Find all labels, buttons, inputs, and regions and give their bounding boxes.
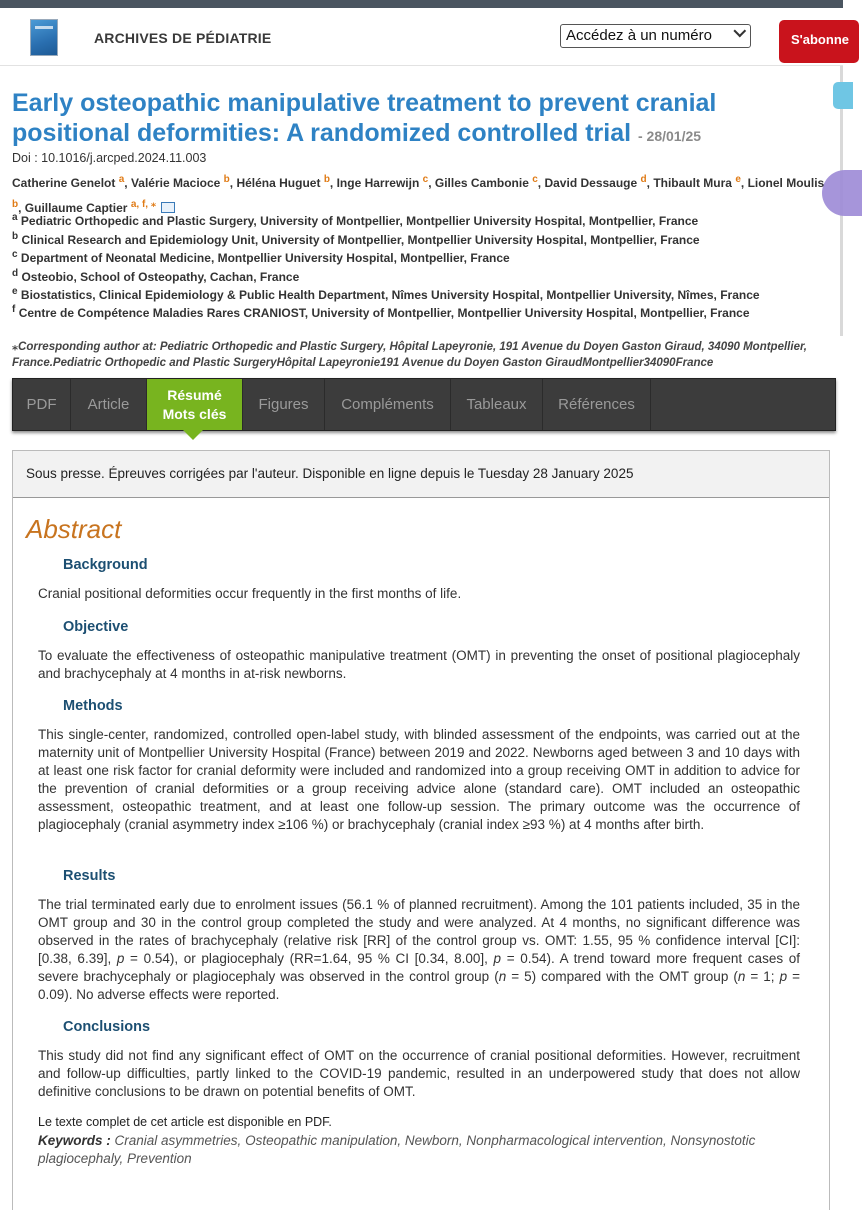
results-text-part: = 1; (745, 969, 780, 984)
results-italic: p (493, 951, 502, 966)
background-text: Cranial positional deformities occur frequently in the first months of life. (38, 586, 462, 601)
author-affiliation[interactable]: b (323, 174, 330, 185)
pdf-availability-note: Le texte complet de cet article est disponible en PDF. (38, 1115, 332, 1129)
section-heading-results: Results (63, 868, 116, 884)
section-heading-methods: Methods (63, 698, 123, 714)
affiliation-key: e (12, 286, 18, 297)
affiliation (12, 231, 832, 247)
author-list: Catherine Genelot $^a$, Valérie Macioce $^b$, Héléna Huguet $^b$, Inge Harrewijn $^c$, Gilles Cambonie $^c$, David Dessauge $^d$, Thibault Mura $^e$, Lionel Moulis $^b$, Guillaume Captier $^{a, f, ⁎}$ (12, 174, 825, 215)
tab-figures[interactable]: Figures (243, 379, 325, 430)
article-title (12, 88, 812, 151)
active-tab-pointer (183, 430, 203, 440)
article-tab-bar (12, 378, 836, 431)
keywords-list: Cranial asymmetries, Osteopathic manipulation, Newborn, Nonpharmacological intervention, Nonsynostotic plagiocephaly, Prevention (38, 1133, 756, 1166)
abstract-heading: Abstract (26, 514, 122, 544)
affiliation-text: Biostatistics, Clinical Epidemiology & Public Health Department, Nîmes University Hospital, Montpellier University, Nîmes, France (20, 288, 760, 302)
results-text-part: = 0.54). A trend toward more frequent cases of severe brachycephaly or plagiocephaly was observed in the control group ( (38, 951, 800, 984)
affiliation-text: Pediatric Orthopedic and Plastic Surgery, University of Montpellier, Montpellier University Hospital, Montpellier, France (20, 214, 699, 228)
affiliation (12, 249, 832, 265)
affiliation (12, 268, 832, 284)
issue-select-value: Accédez à un numéro (566, 27, 712, 44)
issue-select[interactable] (560, 24, 751, 48)
press-notice: Sous presse. Épreuves corrigées par l'auteur. Disponible en ligne depuis le Tuesday 28 January 2025 (13, 451, 829, 498)
affiliation (12, 212, 832, 228)
results-text-part: The trial terminated early due to enrolment issues (56.1 % of planned recruitment). Among the 101 patients included, 35 in the OMT group and 30 in the control group completed the study and were analyzed. At 4 months, no significant difference was observed in the rates of brachycephaly (relative risk [RR] of the control group vs. OMT: 1.55, 95 % confidence interval [CI]: [0.38, 6.39], (38, 897, 800, 966)
author-affiliation[interactable]: a (118, 174, 125, 185)
results-text (38, 896, 800, 1004)
keywords-label: Keywords : (38, 1133, 111, 1148)
section-heading-conclusions: Conclusions (63, 1019, 151, 1035)
results-text-part: = 5) compared with the OMT group ( (506, 969, 738, 984)
article-title-text: Early osteopathic manipulative treatment to prevent cranial positional deformities: A randomized controlled trial (12, 89, 717, 147)
affiliation-text: Centre de Compétence Maladies Rares CRANIOST, University of Montpellier, Montpellier University Hospital, Montpellier, France (18, 306, 750, 320)
author-affiliation[interactable]: b (12, 199, 19, 210)
author-affiliation[interactable]: c (422, 174, 429, 185)
affiliation-key: f (12, 304, 16, 315)
affiliation (12, 304, 832, 320)
author-name[interactable]: Héléna Huguet (236, 176, 321, 190)
author-name[interactable]: Guillaume Captier (24, 201, 128, 215)
affiliation-key: c (12, 249, 18, 260)
site-header (0, 8, 849, 66)
author-affiliation[interactable]: e (735, 174, 741, 185)
article-date: - 28/01/25 (638, 128, 702, 144)
side-widget-tab[interactable] (833, 82, 853, 109)
affiliation-key: a (12, 212, 18, 223)
author-affiliation[interactable]: d (640, 174, 647, 185)
author-name[interactable]: Inge Harrewijn (336, 176, 420, 190)
conclusions-text: This study did not find any significant effect of OMT on the occurrence of cranial positional deformities. However, recruitment and follow-up difficulties, partly linked to the COVID-19 pandemic, resulted in an underpowered study that does not allow definitive conclusions to be drawn on potential benefits of OMT. (38, 1048, 800, 1099)
results-italic: p (116, 951, 125, 966)
author-affiliation[interactable]: a, f, ⁎ (130, 199, 157, 210)
affiliation-text: Osteobio, School of Osteopathy, Cachan, France (21, 270, 300, 284)
tab-references[interactable]: Références (543, 379, 651, 430)
results-italic: p (779, 969, 788, 984)
results-italic: n (737, 969, 746, 984)
tab-resume[interactable] (147, 379, 243, 430)
section-heading-background: Background (63, 557, 148, 573)
author-affiliation[interactable]: c (532, 174, 538, 185)
keywords (38, 1132, 808, 1168)
journal-cover-icon[interactable] (30, 19, 58, 56)
top-strip (0, 0, 843, 8)
subscribe-button[interactable]: S'abonne (779, 20, 859, 63)
affiliation (12, 286, 832, 302)
tab-pdf[interactable]: PDF (13, 379, 71, 430)
author-name[interactable]: Thibault Mura (653, 176, 732, 190)
tab-tableaux[interactable]: Tableaux (451, 379, 543, 430)
results-italic: n (498, 969, 507, 984)
author-affiliation[interactable]: b (223, 174, 230, 185)
tab-complements[interactable]: Compléments (325, 379, 451, 430)
tab-keywords-label: Mots clés (162, 406, 227, 422)
author-name[interactable]: Valérie Macioce (130, 176, 221, 190)
results-text-part: = 0.54), or plagiocephaly (RR=1.64, 95 % CI [0.34, 8.00], (124, 951, 494, 966)
author-name[interactable]: David Dessauge (544, 176, 638, 190)
section-heading-objective: Objective (63, 619, 129, 635)
methods-text: This single-center, randomized, controlled open-label study, with blinded assessment of the endpoints, was carried out at the maternity unit of Montpellier University Hospital (France) between 2019 and 2022. Newborns aged between 3 and 10 days with at least one risk factor for cranial deformity were included and randomized into a group receiving OMT in addition to advice for the prevention of cranial deformities or a group receiving advice alone (standard care). OMT included an osteopathic assessment, osteopathic treatment, and at least one follow-up session. The primary outcome was the occurrence of plagiocephaly (cranial asymmetry index ≥106 %) or brachycephaly (cranial index ≥93 %) at 4 months after birth. (38, 727, 800, 832)
author-name[interactable]: Gilles Cambonie (434, 176, 529, 190)
results-text-part: = 0.09). No adverse effects were reported. (38, 969, 800, 1002)
article-doi[interactable]: Doi : 10.1016/j.arcped.2024.11.003 (12, 151, 207, 165)
tab-resume-label: Résumé (167, 387, 222, 403)
affiliation-key: d (12, 268, 19, 279)
affiliation-text: Department of Neonatal Medicine, Montpellier University Hospital, Montpellier, France (20, 251, 510, 265)
affiliation-key: b (12, 231, 19, 242)
affiliation-text: Clinical Research and Epidemiology Unit, University of Montpellier, Montpellier University Hospital, Montpellier, France (21, 233, 700, 247)
objective-text: To evaluate the effectiveness of osteopathic manipulative treatment (OMT) in preventing the onset of positional plagiocephaly and brachycephaly at 4 months in at-risk newborns. (38, 648, 800, 681)
author-name[interactable]: Lionel Moulis (747, 176, 825, 190)
author-name[interactable]: Catherine Genelot (12, 176, 116, 190)
tab-article[interactable]: Article (71, 379, 147, 430)
journal-name[interactable]: ARCHIVES DE PÉDIATRIE (94, 30, 272, 46)
chevron-down-icon (733, 25, 746, 38)
corresponding-author: ⁎Corresponding author at: Pediatric Orthopedic and Plastic Surgery, Hôpital Lapeyronie, 191 Avenue du Doyen Gaston Giraud, 34090 Montpellier, France.Pediatric Orthopedic and Plastic SurgeryHôpital Lapeyronie191 Avenue du Doyen Gaston GiraudMontpellier34090France (12, 341, 807, 369)
